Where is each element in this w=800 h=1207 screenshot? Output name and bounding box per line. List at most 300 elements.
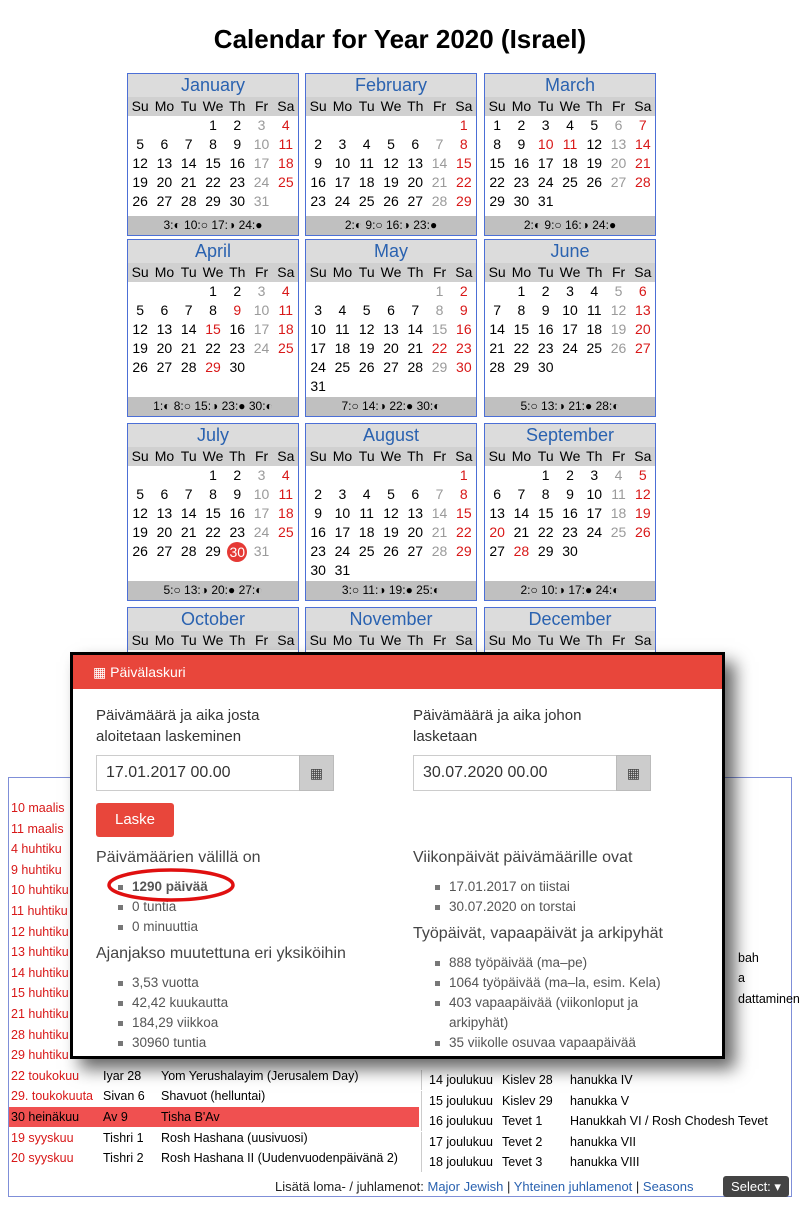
day-cell[interactable]: 21 xyxy=(180,340,197,356)
day-cell[interactable]: 15 xyxy=(513,321,530,337)
day-cell[interactable]: 8 xyxy=(541,486,550,502)
day-cell[interactable]: 9 xyxy=(233,302,242,318)
day-cell[interactable]: 24 xyxy=(310,359,326,375)
day-cell[interactable]: 19 xyxy=(586,155,603,171)
day-cell[interactable]: 25 xyxy=(278,174,294,190)
day-cell[interactable]: 5 xyxy=(136,136,145,152)
day-cell[interactable]: 13 xyxy=(383,321,399,337)
day-cell[interactable]: 8 xyxy=(517,302,526,318)
day-cell[interactable]: 8 xyxy=(209,486,217,502)
day-cell[interactable]: 9 xyxy=(233,136,242,152)
day-cell[interactable]: 22 xyxy=(205,524,221,540)
day-cell[interactable]: 26 xyxy=(610,340,627,356)
month-name[interactable]: September xyxy=(485,424,655,447)
day-cell[interactable]: 23 xyxy=(229,174,246,190)
day-cell[interactable]: 27 xyxy=(407,193,424,209)
day-cell[interactable]: 16 xyxy=(513,155,530,171)
day-cell[interactable]: 22 xyxy=(205,174,221,190)
day-cell[interactable]: 6 xyxy=(160,486,169,502)
day-cell[interactable]: 22 xyxy=(537,524,554,540)
day-cell[interactable]: 10 xyxy=(253,486,270,502)
day-cell[interactable]: 3 xyxy=(257,117,266,133)
day-cell[interactable]: 16 xyxy=(562,505,578,521)
day-cell[interactable]: 11 xyxy=(359,155,374,171)
day-cell[interactable]: 1 xyxy=(209,283,217,299)
day-cell[interactable]: 24 xyxy=(334,543,351,559)
day-cell[interactable]: 8 xyxy=(459,486,468,502)
to-date-input[interactable]: 30.07.2020 00.00 xyxy=(413,755,617,791)
day-cell[interactable]: 26 xyxy=(132,543,148,559)
day-cell[interactable]: 20 xyxy=(156,524,173,540)
day-cell[interactable]: 12 xyxy=(383,155,399,171)
week-row xyxy=(128,301,298,320)
day-cell[interactable]: 23 xyxy=(537,340,554,356)
day-cell[interactable]: 2 xyxy=(233,117,242,133)
day-cell[interactable]: 27 xyxy=(156,359,173,375)
day-cell[interactable]: 7 xyxy=(435,136,444,152)
day-cell[interactable]: 15 xyxy=(431,321,448,337)
day-cell[interactable]: 18 xyxy=(358,524,375,540)
day-cell[interactable]: 27 xyxy=(156,543,173,559)
day-cell[interactable]: 19 xyxy=(132,524,148,540)
day-cell[interactable]: 18 xyxy=(358,174,375,190)
day-cell[interactable]: 7 xyxy=(638,117,647,133)
day-cell[interactable]: 12 xyxy=(132,155,148,171)
day-cell[interactable]: 20 xyxy=(383,340,399,356)
day-cell[interactable]: 3 xyxy=(590,467,599,483)
day-cell[interactable]: 6 xyxy=(160,302,169,318)
day-cell[interactable]: 8 xyxy=(459,136,468,152)
day-cell[interactable]: 10 xyxy=(537,136,554,152)
day-cell[interactable]: 23 xyxy=(562,524,578,540)
day-cell[interactable]: 14 xyxy=(407,321,424,337)
day-cell[interactable]: 17 xyxy=(562,321,578,337)
day-cell[interactable]: 23 xyxy=(456,340,472,356)
day-cell[interactable]: 25 xyxy=(562,174,578,190)
day-cell[interactable]: 28 xyxy=(635,174,651,190)
day-cell[interactable]: 15 xyxy=(205,155,221,171)
day-cell[interactable]: 10 xyxy=(562,302,578,318)
day-cell[interactable]: 13 xyxy=(156,505,173,521)
day-cell[interactable]: 22 xyxy=(205,340,221,356)
day-cell[interactable]: 23 xyxy=(513,174,530,190)
day-cell[interactable]: 16 xyxy=(229,155,246,171)
month-name[interactable]: March xyxy=(485,74,655,97)
day-cell[interactable]: 28 xyxy=(180,193,197,209)
day-cell[interactable]: 18 xyxy=(278,321,294,337)
day-cell[interactable]: 20 xyxy=(489,524,505,540)
day-cell[interactable]: 29 xyxy=(513,359,530,375)
day-cell[interactable]: 15 xyxy=(205,321,221,337)
day-cell[interactable]: 3 xyxy=(257,467,266,483)
month-name[interactable]: April xyxy=(128,240,298,263)
day-cell[interactable]: 3 xyxy=(257,283,266,299)
day-cell[interactable]: 7 xyxy=(184,136,193,152)
day-cell[interactable]: 2 xyxy=(233,467,242,483)
day-cell[interactable]: 14 xyxy=(180,505,197,521)
day-cell[interactable]: 28 xyxy=(407,359,424,375)
day-cell[interactable]: 24 xyxy=(586,524,603,540)
day-cell[interactable]: 2 xyxy=(517,117,526,133)
day-cell[interactable]: 18 xyxy=(562,155,578,171)
day-cell[interactable]: 14 xyxy=(180,155,197,171)
day-cell[interactable]: 1 xyxy=(209,117,217,133)
day-cell[interactable]: 17 xyxy=(537,155,554,171)
month-name[interactable]: August xyxy=(306,424,476,447)
day-cell[interactable]: 13 xyxy=(610,136,627,152)
week-row xyxy=(128,282,298,301)
day-cell[interactable]: 25 xyxy=(358,193,375,209)
day-cell[interactable]: 9 xyxy=(314,505,323,521)
day-cell[interactable]: 13 xyxy=(156,321,173,337)
day-cell[interactable]: 27 xyxy=(156,193,173,209)
day-cell[interactable]: 2 xyxy=(566,467,574,483)
day-cell[interactable]: 28 xyxy=(489,359,505,375)
day-cell[interactable]: 10 xyxy=(586,486,603,502)
day-cell[interactable]: 29 xyxy=(205,543,221,559)
day-cell[interactable]: 21 xyxy=(431,524,448,540)
day-cell[interactable]: 24 xyxy=(562,340,578,356)
day-cell[interactable]: 21 xyxy=(489,340,505,356)
day-cell[interactable]: 18 xyxy=(334,340,351,356)
day-cell[interactable]: 12 xyxy=(132,321,148,337)
day-cell[interactable]: 6 xyxy=(387,302,395,318)
day-cell[interactable]: 16 xyxy=(537,321,554,337)
day-cell[interactable]: 2 xyxy=(233,283,242,299)
day-cell[interactable]: 28 xyxy=(180,359,197,375)
day-cell[interactable]: 13 xyxy=(407,155,424,171)
day-cell[interactable]: 5 xyxy=(590,117,599,133)
day-cell[interactable]: 17 xyxy=(334,524,351,540)
day-cell[interactable]: 5 xyxy=(362,302,371,318)
day-cell[interactable]: 18 xyxy=(278,155,294,171)
day-cell[interactable]: 22 xyxy=(489,174,505,190)
day-cell[interactable]: 5 xyxy=(638,467,647,483)
day-cell[interactable]: 12 xyxy=(358,321,375,337)
day-cell[interactable]: 26 xyxy=(358,359,375,375)
day-cell[interactable]: 7 xyxy=(184,302,193,318)
day-cell[interactable]: 5 xyxy=(136,486,145,502)
select-dropdown[interactable] xyxy=(723,1176,789,1197)
month-name[interactable]: May xyxy=(306,240,476,263)
day-cell[interactable]: 20 xyxy=(156,340,173,356)
day-cell[interactable]: 26 xyxy=(383,543,399,559)
day-cell[interactable]: 14 xyxy=(180,321,197,337)
day-cell[interactable]: 26 xyxy=(635,524,651,540)
day-cell[interactable]: 7 xyxy=(411,302,420,318)
day-cell[interactable]: 25 xyxy=(358,543,375,559)
day-cell[interactable]: 9 xyxy=(314,155,323,171)
day-cell[interactable]: 9 xyxy=(541,302,550,318)
day-cell[interactable]: 11 xyxy=(562,136,578,152)
day-cell[interactable]: 4 xyxy=(590,283,599,299)
day-cell[interactable]: 14 xyxy=(431,505,448,521)
day-cell[interactable]: 26 xyxy=(132,359,148,375)
day-cell[interactable]: 31 xyxy=(253,193,270,209)
day-cell[interactable]: 22 xyxy=(431,340,448,356)
day-cell[interactable]: 5 xyxy=(136,302,145,318)
day-cell[interactable]: 19 xyxy=(383,524,399,540)
day-cell[interactable]: 8 xyxy=(209,302,217,318)
day-cell[interactable]: 8 xyxy=(209,136,217,152)
day-cell[interactable]: 19 xyxy=(383,174,399,190)
day-cell[interactable]: 12 xyxy=(610,302,627,318)
day-cell[interactable]: 30 xyxy=(225,542,249,561)
day-cell[interactable]: 5 xyxy=(614,283,623,299)
day-cell[interactable]: 10 xyxy=(253,302,270,318)
day-cell[interactable]: 6 xyxy=(411,136,420,152)
day-cell[interactable]: 12 xyxy=(132,505,148,521)
day-cell[interactable]: 17 xyxy=(310,340,326,356)
day-cell[interactable]: 30 xyxy=(456,359,472,375)
month-name[interactable]: November xyxy=(306,608,476,631)
day-cell[interactable]: 13 xyxy=(489,505,505,521)
day-cell[interactable]: 2 xyxy=(459,283,468,299)
day-cell[interactable]: 14 xyxy=(431,155,448,171)
day-cell[interactable]: 27 xyxy=(489,543,505,559)
day-cell[interactable]: 29 xyxy=(456,193,472,209)
day-cell[interactable]: 31 xyxy=(253,543,270,559)
day-cell[interactable]: 11 xyxy=(278,136,294,152)
day-cell[interactable]: 25 xyxy=(334,359,351,375)
day-cell[interactable]: 10 xyxy=(310,321,326,337)
day-cell[interactable]: 29 xyxy=(489,193,505,209)
day-cell[interactable]: 12 xyxy=(383,505,399,521)
day-cell[interactable]: 26 xyxy=(586,174,603,190)
day-cell[interactable]: 3 xyxy=(338,486,347,502)
day-cell[interactable]: 20 xyxy=(407,524,424,540)
day-cell[interactable]: 1 xyxy=(459,117,468,133)
day-cell[interactable]: 9 xyxy=(517,136,526,152)
day-cell[interactable]: 4 xyxy=(281,283,290,299)
day-cell[interactable]: 16 xyxy=(310,524,326,540)
day-cell[interactable]: 23 xyxy=(310,543,326,559)
day-cell[interactable]: 14 xyxy=(489,321,505,337)
day-cell[interactable]: 24 xyxy=(253,524,270,540)
day-cell[interactable]: 29 xyxy=(456,543,472,559)
day-cell[interactable]: 3 xyxy=(541,117,550,133)
day-cell[interactable]: 29 xyxy=(431,359,448,375)
day-cell[interactable]: 28 xyxy=(513,543,530,559)
day-cell[interactable]: 14 xyxy=(635,136,651,152)
day-cell[interactable]: 21 xyxy=(180,174,197,190)
day-cell[interactable]: 27 xyxy=(635,340,651,356)
day-cell[interactable]: 22 xyxy=(456,174,472,190)
day-cell[interactable]: 20 xyxy=(156,174,173,190)
day-cell[interactable]: 7 xyxy=(435,486,444,502)
day-cell[interactable]: 6 xyxy=(160,136,169,152)
month-name[interactable]: December xyxy=(485,608,655,631)
day-cell[interactable]: 2 xyxy=(314,136,323,152)
day-cell[interactable]: 1 xyxy=(435,283,444,299)
weekday-label: We xyxy=(559,632,581,648)
day-cell[interactable]: 4 xyxy=(281,117,290,133)
day-cell[interactable]: 21 xyxy=(407,340,424,356)
day-cell[interactable]: 7 xyxy=(493,302,502,318)
day-cell[interactable]: 31 xyxy=(537,193,554,209)
day-cell[interactable]: 11 xyxy=(335,321,350,337)
day-cell[interactable]: 30 xyxy=(537,359,554,375)
link-common-holidays[interactable]: Yhteinen juhlamenot xyxy=(513,1179,633,1194)
day-cell[interactable]: 29 xyxy=(537,543,554,559)
day-cell[interactable]: 23 xyxy=(229,524,246,540)
day-cell[interactable]: 20 xyxy=(610,155,627,171)
day-cell[interactable]: 26 xyxy=(383,193,399,209)
day-cell[interactable]: 2 xyxy=(541,283,550,299)
day-cell[interactable]: 20 xyxy=(635,321,651,337)
day-cell[interactable]: 13 xyxy=(635,302,651,318)
day-cell[interactable]: 4 xyxy=(614,467,623,483)
day-cell[interactable]: 15 xyxy=(456,155,472,171)
day-cell[interactable]: 22 xyxy=(456,524,472,540)
day-cell[interactable]: 1 xyxy=(517,283,526,299)
day-cell[interactable]: 25 xyxy=(610,524,627,540)
day-cell[interactable]: 30 xyxy=(229,193,246,209)
day-cell[interactable]: 21 xyxy=(180,524,197,540)
month-name[interactable]: October xyxy=(128,608,298,631)
day-cell[interactable]: 1 xyxy=(209,467,217,483)
day-cell[interactable]: 27 xyxy=(610,174,627,190)
day-cell[interactable]: 19 xyxy=(610,321,627,337)
day-cell[interactable]: 11 xyxy=(611,486,626,502)
day-cell[interactable]: 23 xyxy=(229,340,246,356)
day-cell[interactable]: 18 xyxy=(610,505,627,521)
day-cell[interactable]: 30 xyxy=(229,359,246,375)
day-cell[interactable]: 12 xyxy=(586,136,603,152)
day-cell[interactable]: 16 xyxy=(229,505,246,521)
day-cell[interactable]: 9 xyxy=(459,302,468,318)
day-cell[interactable]: 15 xyxy=(456,505,472,521)
day-cell[interactable]: 5 xyxy=(387,486,395,502)
day-cell[interactable]: 2 xyxy=(314,486,323,502)
week-row xyxy=(306,504,476,523)
day-cell[interactable]: 11 xyxy=(359,505,374,521)
day-cell[interactable]: 25 xyxy=(278,340,294,356)
day-cell[interactable]: 28 xyxy=(431,543,448,559)
day-cell[interactable]: 30 xyxy=(310,562,326,578)
day-cell[interactable]: 27 xyxy=(383,359,399,375)
day-cell[interactable]: 13 xyxy=(407,505,424,521)
day-cell[interactable]: 28 xyxy=(180,543,197,559)
day-cell[interactable]: 6 xyxy=(638,283,647,299)
day-cell[interactable]: 16 xyxy=(456,321,472,337)
day-cell[interactable]: 4 xyxy=(338,302,347,318)
day-cell[interactable]: 6 xyxy=(493,486,502,502)
day-cell[interactable]: 24 xyxy=(253,340,270,356)
day-cell[interactable]: 28 xyxy=(431,193,448,209)
day-cell[interactable]: 11 xyxy=(278,302,294,318)
day-cell[interactable]: 11 xyxy=(278,486,294,502)
day-cell[interactable]: 17 xyxy=(253,155,270,171)
calendar-icon[interactable]: ▦ xyxy=(616,755,651,791)
day-cell[interactable]: 8 xyxy=(435,302,444,318)
day-cell[interactable]: 17 xyxy=(253,321,270,337)
day-cell[interactable]: 3 xyxy=(314,302,323,318)
day-cell[interactable]: 30 xyxy=(513,193,530,209)
day-cell[interactable]: 9 xyxy=(566,486,574,502)
day-cell[interactable]: 7 xyxy=(517,486,526,502)
day-cell[interactable]: 10 xyxy=(334,155,351,171)
day-cell[interactable]: 20 xyxy=(407,174,424,190)
day-cell[interactable]: 29 xyxy=(205,359,221,375)
day-cell[interactable]: 6 xyxy=(411,486,420,502)
day-cell[interactable]: 19 xyxy=(132,174,148,190)
day-cell[interactable]: 18 xyxy=(278,505,294,521)
day-cell[interactable]: 22 xyxy=(513,340,530,356)
day-cell[interactable]: 5 xyxy=(387,136,395,152)
day-cell[interactable]: 17 xyxy=(334,174,351,190)
day-cell[interactable]: 21 xyxy=(513,524,530,540)
from-date-input[interactable]: 17.01.2017 00.00 xyxy=(96,755,300,791)
day-cell[interactable]: 16 xyxy=(310,174,326,190)
day-cell[interactable]: 27 xyxy=(407,543,424,559)
day-cell[interactable]: 9 xyxy=(233,486,242,502)
day-cell[interactable]: 18 xyxy=(586,321,603,337)
day-cell[interactable]: 31 xyxy=(310,378,326,394)
day-cell[interactable]: 15 xyxy=(489,155,505,171)
day-cell[interactable]: 1 xyxy=(459,467,468,483)
day-cell[interactable]: 12 xyxy=(635,486,651,502)
day-cell[interactable]: 19 xyxy=(358,340,375,356)
day-cell[interactable]: 4 xyxy=(362,486,371,502)
month-name[interactable]: June xyxy=(485,240,655,263)
day-cell[interactable]: 16 xyxy=(229,321,246,337)
day-cell[interactable]: 3 xyxy=(566,283,574,299)
day-cell[interactable]: 24 xyxy=(334,193,351,209)
day-cell[interactable]: 19 xyxy=(132,340,148,356)
day-cell[interactable]: 1 xyxy=(493,117,502,133)
month-name[interactable]: January xyxy=(128,74,298,97)
day-cell[interactable]: 25 xyxy=(278,524,294,540)
day-cell[interactable]: 14 xyxy=(513,505,530,521)
day-cell[interactable]: 10 xyxy=(253,136,270,152)
day-cell[interactable]: 13 xyxy=(156,155,173,171)
day-cell[interactable]: 3 xyxy=(338,136,347,152)
day-cell[interactable]: 31 xyxy=(334,562,351,578)
holiday-name: hanukka VIII xyxy=(570,1155,640,1170)
link-major-jewish[interactable]: Major Jewish xyxy=(427,1179,504,1194)
day-cell[interactable]: 8 xyxy=(493,136,502,152)
day-cell[interactable]: 6 xyxy=(614,117,623,133)
link-seasons[interactable]: Seasons xyxy=(642,1179,694,1194)
day-cell[interactable]: 4 xyxy=(281,467,290,483)
month-name[interactable]: July xyxy=(128,424,298,447)
calendar-icon[interactable]: ▦ xyxy=(299,755,334,791)
day-cell[interactable]: 19 xyxy=(635,505,651,521)
day-cell[interactable]: 23 xyxy=(310,193,326,209)
day-cell[interactable]: 29 xyxy=(205,193,221,209)
day-cell[interactable]: 24 xyxy=(537,174,554,190)
day-cell[interactable]: 24 xyxy=(253,174,270,190)
day-cell[interactable]: 10 xyxy=(334,505,351,521)
day-cell[interactable]: 21 xyxy=(431,174,448,190)
day-cell[interactable]: 30 xyxy=(562,543,578,559)
day-cell[interactable]: 17 xyxy=(253,505,270,521)
day-cell[interactable]: 26 xyxy=(132,193,148,209)
day-cell[interactable]: 15 xyxy=(205,505,221,521)
day-cell[interactable]: 17 xyxy=(586,505,603,521)
day-cell[interactable]: 4 xyxy=(362,136,371,152)
day-cell[interactable]: 25 xyxy=(586,340,603,356)
calculate-button[interactable]: Laske xyxy=(96,803,174,837)
day-cell[interactable]: 21 xyxy=(635,155,651,171)
day-cell[interactable]: 4 xyxy=(566,117,574,133)
day-cell[interactable]: 11 xyxy=(586,302,602,318)
day-cell[interactable]: 7 xyxy=(184,486,193,502)
day-cell[interactable]: 1 xyxy=(541,467,550,483)
month-name[interactable]: February xyxy=(306,74,476,97)
day-cell[interactable]: 15 xyxy=(537,505,554,521)
